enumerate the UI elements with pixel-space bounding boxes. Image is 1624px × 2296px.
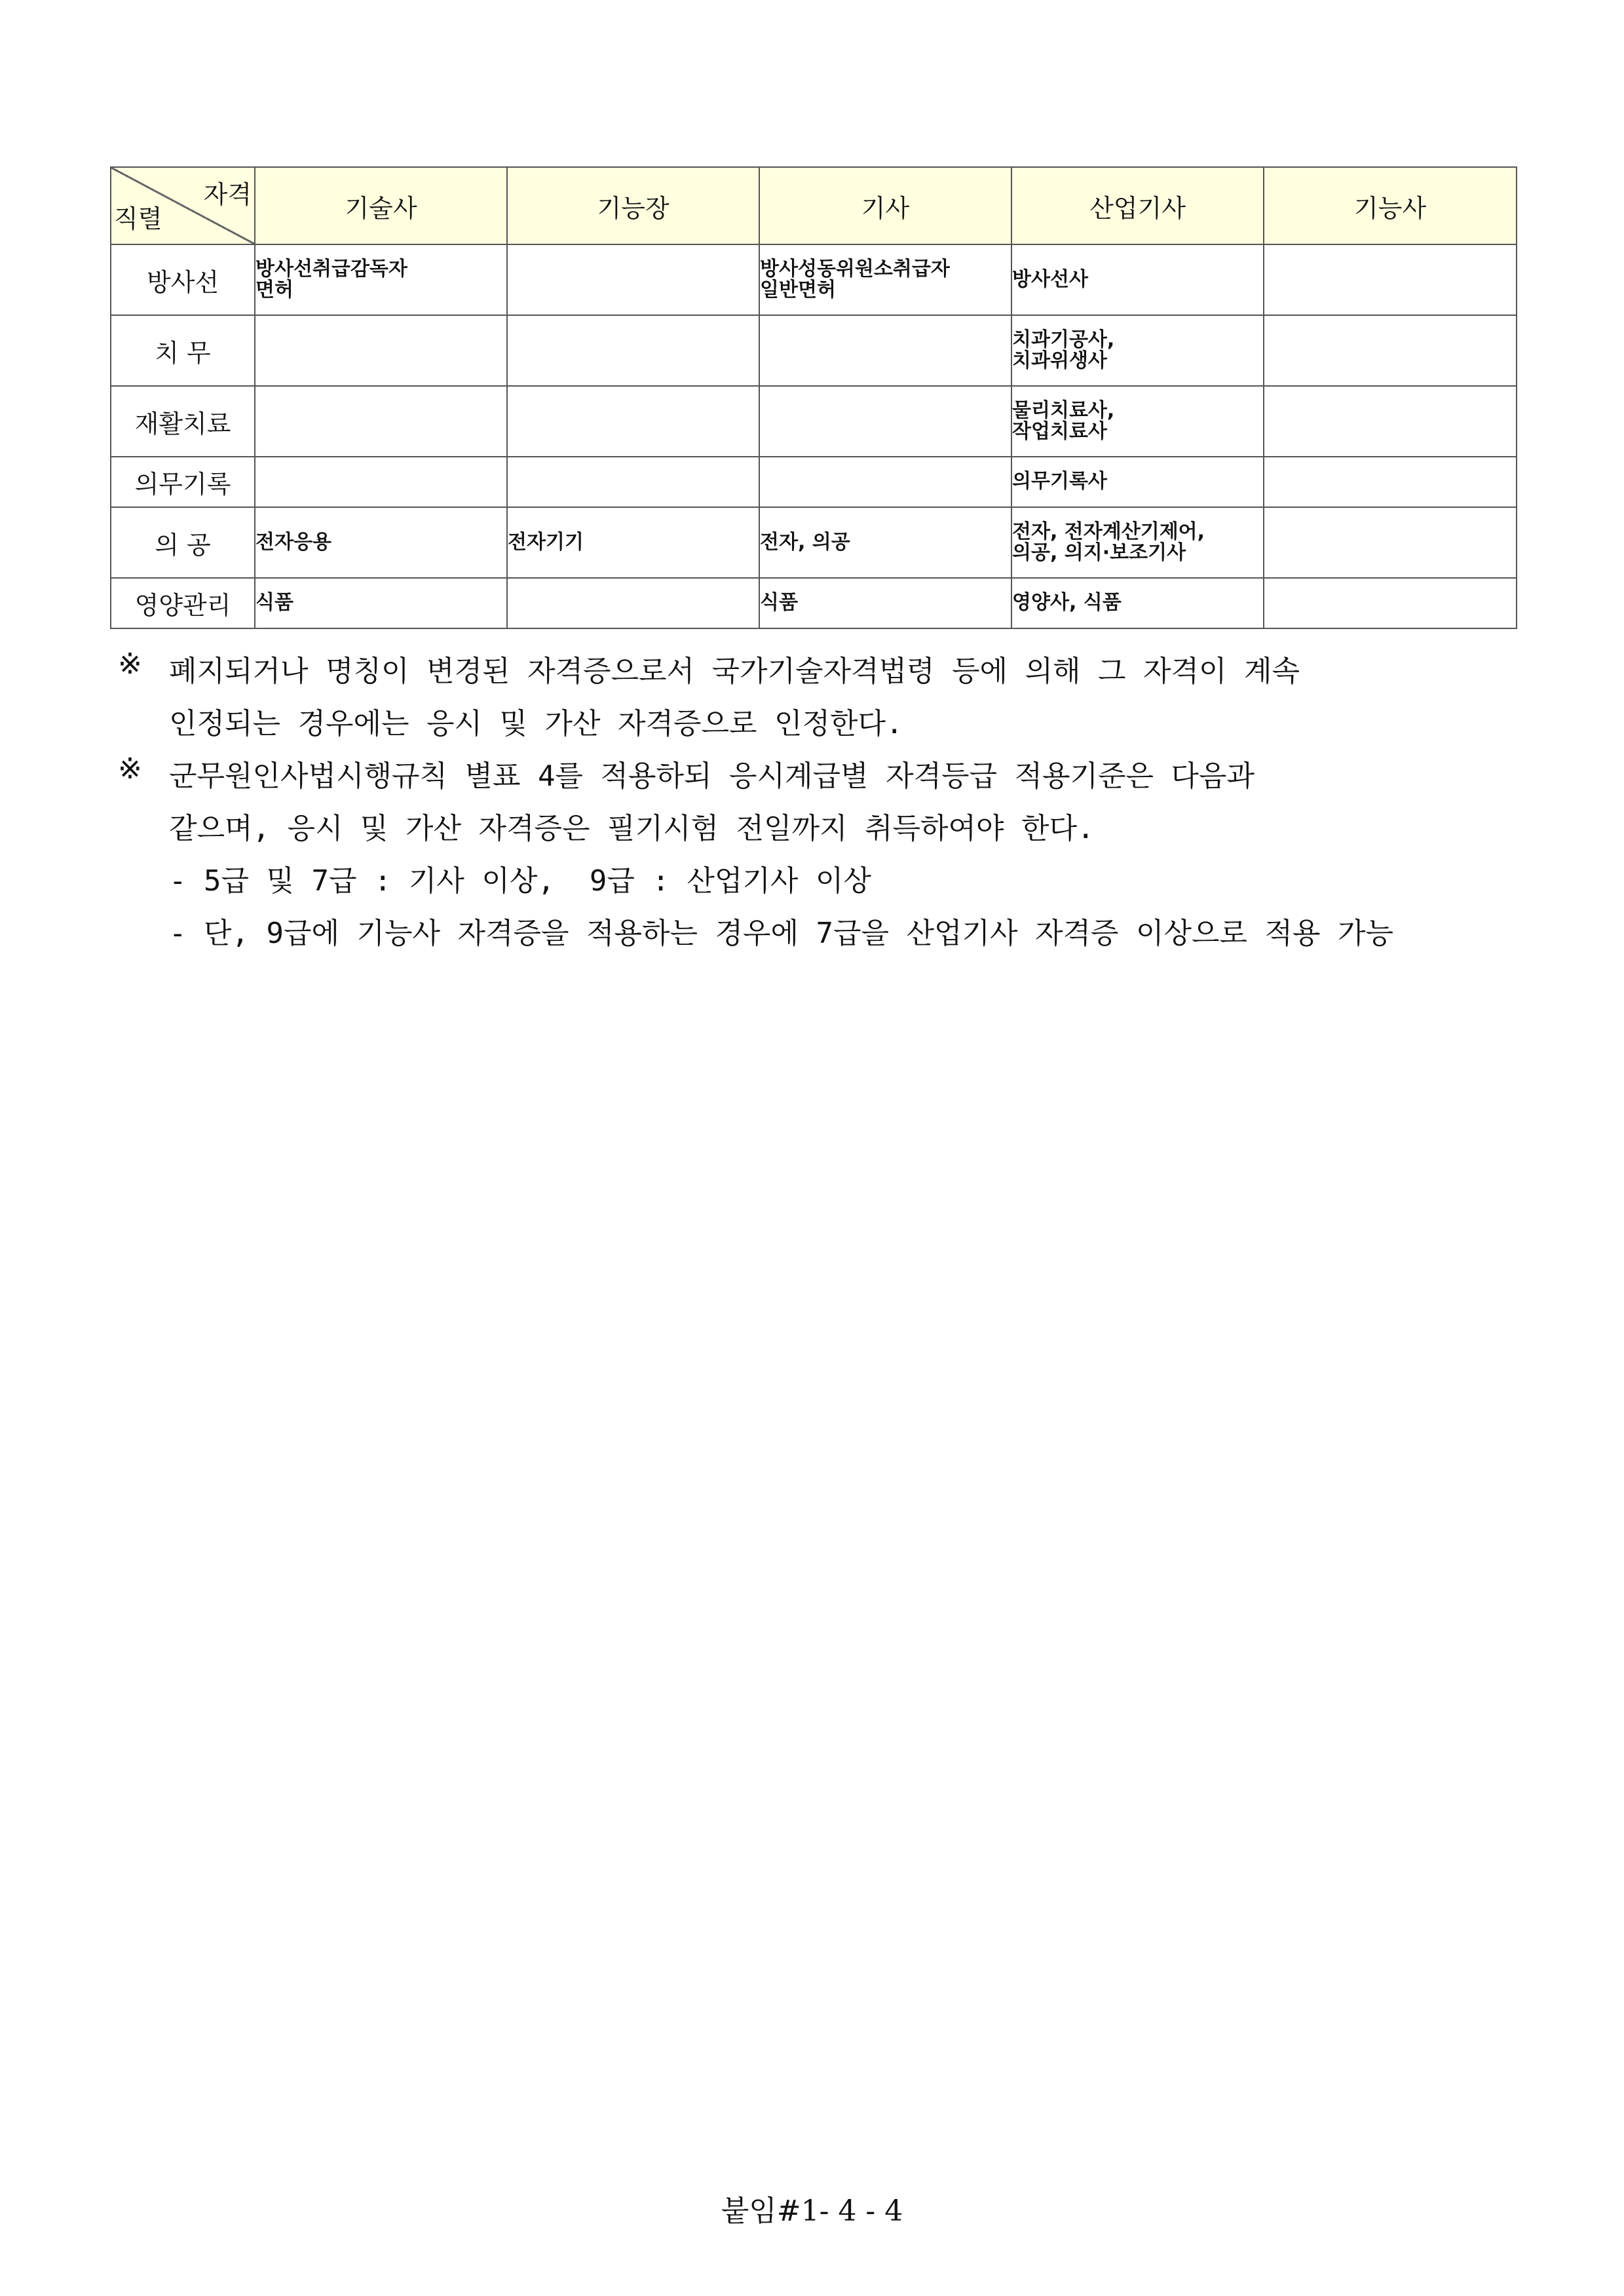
table-cell <box>1264 457 1517 507</box>
column-header: 산업기사 <box>1011 167 1264 244</box>
row-label: 재활치료 <box>111 386 255 457</box>
table-row <box>111 244 1517 315</box>
column-header: 기능사 <box>1264 167 1517 244</box>
table-cell: 방사성동위원소취급자 일반면허 <box>759 244 1011 315</box>
table-cell <box>759 457 1011 507</box>
table-cell <box>255 386 507 457</box>
table-cell <box>1264 507 1517 578</box>
table-cell <box>759 315 1011 386</box>
page-number: 붙임#1- 4 - 4 <box>721 2194 903 2228</box>
table-cell <box>1264 315 1517 386</box>
note-dash-item: - 단, 9급에 기능사 자격증을 적용하는 경우에 7급을 산업기사 자격증 이상으로 적용 가능 <box>169 917 1393 950</box>
corner-header-cell <box>111 167 255 244</box>
row-label: 영양관리 <box>111 578 255 628</box>
table-cell: 의무기록사 <box>1011 457 1264 507</box>
table-cell <box>507 578 759 628</box>
table-cell <box>1264 244 1517 315</box>
table-cell: 전자응용 <box>255 507 507 578</box>
table-cell: 방사선사 <box>1011 244 1264 315</box>
row-label: 방사선 <box>111 244 255 315</box>
table-cell: 식품 <box>255 578 507 628</box>
qualification-table <box>110 166 1517 629</box>
table-cell: 물리치료사, 작업치료사 <box>1011 386 1264 457</box>
note-text: 군무원인사법시행규칙 별표 4를 적용하되 응시계급별 자격등급 적용기준은 다음과 <box>169 759 1255 793</box>
table-row <box>111 507 1517 578</box>
table-cell: 전자, 전자계산기제어, 의공, 의지·보조기사 <box>1011 507 1264 578</box>
row-label: 의무기록 <box>111 457 255 507</box>
table-cell <box>507 315 759 386</box>
row-label: 의 공 <box>111 507 255 578</box>
table-cell <box>255 315 507 386</box>
row-label: 치 무 <box>111 315 255 386</box>
table-cell <box>1264 386 1517 457</box>
table-cell <box>507 244 759 315</box>
table-cell <box>1264 578 1517 628</box>
column-header: 기술사 <box>255 167 507 244</box>
note-text: 인정되는 경우에는 응시 및 가산 자격증으로 인정한다. <box>169 707 903 740</box>
table-cell <box>507 386 759 457</box>
column-header: 기사 <box>759 167 1011 244</box>
table-row <box>111 457 1517 507</box>
reference-mark: ※ <box>118 647 142 681</box>
table-cell: 영양사, 식품 <box>1011 578 1264 628</box>
table-row <box>111 386 1517 457</box>
corner-label-top: 자격 <box>203 180 252 209</box>
table-cell: 전자기기 <box>507 507 759 578</box>
table-row <box>111 315 1517 386</box>
table-header-row <box>111 167 1517 244</box>
note-text: 폐지되거나 명칭이 변경된 자격증으로서 국가기술자격법령 등에 의해 그 자격이 계속 <box>169 655 1300 688</box>
reference-mark: ※ <box>118 752 142 786</box>
corner-label-bottom: 직렬 <box>114 204 162 233</box>
table-cell <box>507 457 759 507</box>
table-cell: 전자, 의공 <box>759 507 1011 578</box>
table-cell <box>255 457 507 507</box>
note-text: 같으며, 응시 및 가산 자격증은 필기시험 전일까지 취득하여야 한다. <box>169 812 1095 845</box>
table-row <box>111 578 1517 628</box>
note-dash-item: - 5급 및 7급 : 기사 이상, 9급 : 산업기사 이상 <box>169 864 871 898</box>
table-cell: 치과기공사, 치과위생사 <box>1011 315 1264 386</box>
column-header: 기능장 <box>507 167 759 244</box>
table-cell: 방사선취급감독자 면허 <box>255 244 507 315</box>
table-cell <box>759 386 1011 457</box>
table-cell: 식품 <box>759 578 1011 628</box>
